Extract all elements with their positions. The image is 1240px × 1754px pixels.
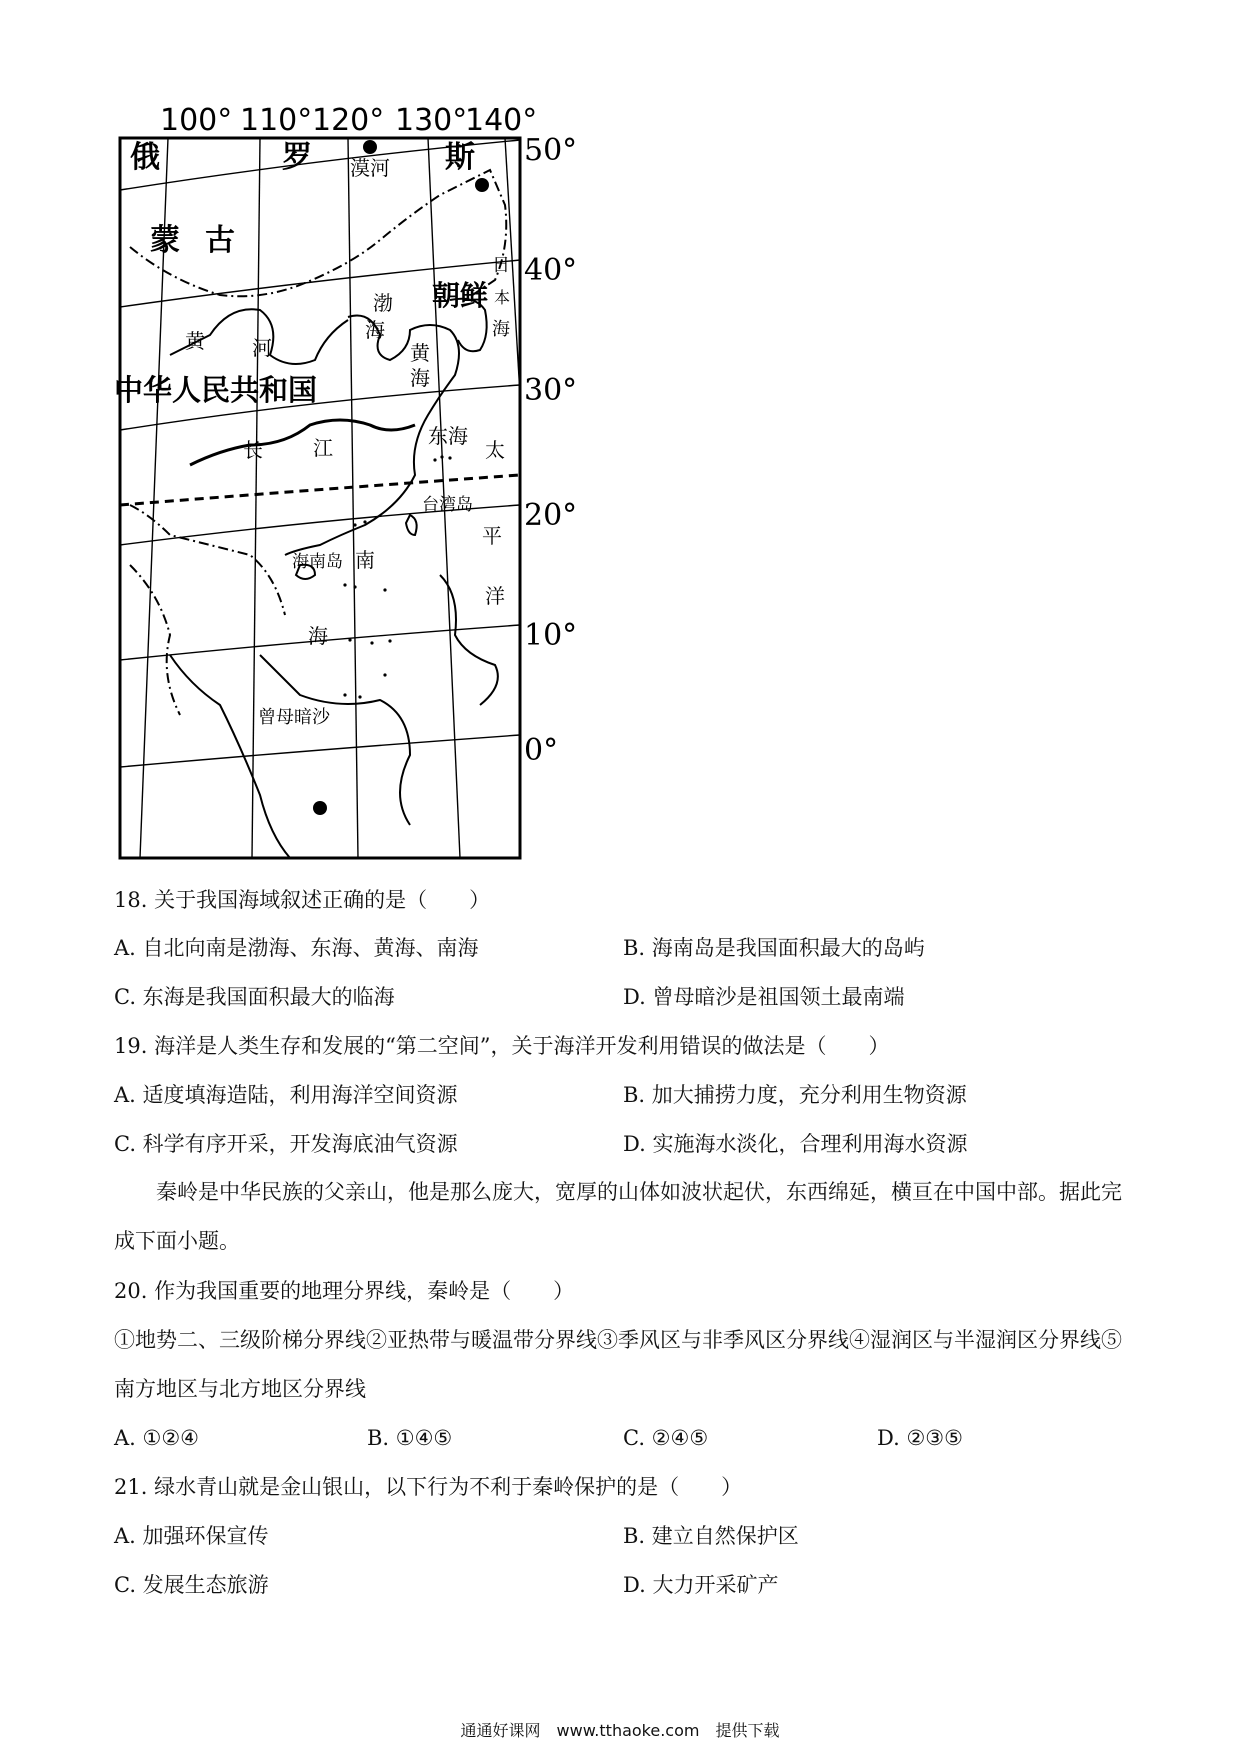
label-donghai: 东海	[428, 424, 468, 448]
question-20-option-c[interactable]: C. ②④⑤	[623, 1426, 709, 1450]
lon-label: 100°	[160, 103, 233, 138]
country-label-mongolia-1: 蒙	[150, 223, 180, 258]
meridian-line	[252, 138, 260, 858]
country-label-russia-1: 俄	[130, 140, 160, 175]
question-19-option-c[interactable]: C. 科学有序开采，开发海底油气资源	[114, 1132, 458, 1156]
label-huanghai-1: 黄	[410, 341, 430, 365]
lat-label: 0°	[524, 733, 559, 768]
question-18-option-a[interactable]: A. 自北向南是渤海、东海、黄海、南海	[114, 936, 479, 960]
question-21-stem: 21. 绿水青山就是金山银山，以下行为不利于秦岭保护的是（ ）	[114, 1475, 743, 1499]
lon-label: 120°	[312, 103, 385, 138]
question-18-option-d[interactable]: D. 曾母暗沙是祖国领土最南端	[623, 985, 905, 1009]
map-figure	[110, 95, 670, 875]
question-21-option-c[interactable]: C. 发展生态旅游	[114, 1573, 269, 1597]
lat-label: 20°	[524, 498, 578, 533]
page-footer[interactable]: 通通好课网 www.tthaoke.com 提供下载	[460, 1721, 780, 1740]
question-19-stem: 19. 海洋是人类生存和发展的“第二空间”，关于海洋开发利用错误的做法是（ ）	[114, 1034, 890, 1058]
lat-label: 50°	[524, 133, 578, 168]
river-changjiang	[190, 420, 415, 465]
label-changjiang-2: 江	[313, 436, 333, 460]
label-hainan: 海南岛	[292, 552, 343, 572]
label-japansea-3: 海	[492, 319, 510, 340]
question-19-option-a[interactable]: A. 适度填海造陆，利用海洋空间资源	[114, 1083, 458, 1107]
label-mohe: 漠河	[350, 156, 390, 180]
question-18-option-c[interactable]: C. 东海是我国面积最大的临海	[114, 985, 395, 1009]
label-pacific-3: 洋	[485, 584, 505, 608]
label-bohai-2: 海	[365, 318, 385, 342]
coastline-taiwan	[406, 515, 417, 535]
zengmu-point	[313, 801, 327, 815]
lat-label: 40°	[524, 253, 578, 288]
label-nanhai-2: 海	[308, 624, 328, 648]
border-line	[130, 565, 180, 715]
country-label-mongolia-2: 古	[205, 223, 235, 258]
parallel-line	[120, 735, 520, 767]
mohe-point	[363, 140, 377, 154]
label-huanghe-1: 黄	[185, 329, 205, 353]
question-21-option-b[interactable]: B. 建立自然保护区	[623, 1524, 799, 1548]
country-label-china: 中华人民共和国	[114, 373, 318, 407]
question-21-option-d[interactable]: D. 大力开采矿产	[623, 1573, 779, 1597]
label-pacific-1: 太	[485, 438, 505, 462]
label-japansea-2: 本	[494, 288, 511, 307]
lon-label: 140°	[465, 103, 538, 138]
label-pacific-2: 平	[482, 524, 502, 548]
question-21-option-a[interactable]: A. 加强环保宣传	[114, 1524, 269, 1548]
city-point	[475, 178, 489, 192]
country-label-russia-3: 斯	[445, 140, 475, 175]
label-changjiang-1: 长	[243, 438, 263, 462]
coastline-malaya	[170, 655, 290, 858]
label-huanghai-2: 海	[410, 366, 430, 390]
meridian-line	[348, 138, 358, 858]
lat-label: 10°	[524, 618, 578, 653]
passage: 秦岭是中华民族的父亲山，他是那么庞大，宽厚的山体如波状起伏，东西绵延，横亘在中国中部。据此完成下面小题。	[114, 1180, 1122, 1253]
country-label-russia-2: 罗	[282, 140, 312, 175]
label-japansea-1: 日	[492, 255, 510, 276]
question-20-detail: ①地势二、三级阶梯分界线②亚热带与暖温带分界线③季风区与非季风区分界线④湿润区与半湿润区分界线⑤南方地区与北方地区分界线	[114, 1328, 1122, 1401]
label-bohai-1: 渤	[373, 291, 393, 315]
question-19-option-d[interactable]: D. 实施海水淡化，合理利用海水资源	[623, 1132, 968, 1156]
label-taiwan: 台湾岛	[422, 495, 473, 515]
question-20-option-d[interactable]: D. ②③⑤	[877, 1426, 963, 1450]
question-20-option-a[interactable]: A. ①②④	[114, 1426, 199, 1450]
question-20-option-b[interactable]: B. ①④⑤	[367, 1426, 453, 1450]
lon-label: 130°	[395, 103, 468, 138]
label-huanghe-2: 河	[252, 336, 272, 360]
question-20-stem: 20. 作为我国重要的地理分界线，秦岭是（ ）	[114, 1279, 575, 1303]
lat-label: 30°	[524, 373, 578, 408]
country-label-korea: 朝鲜	[432, 279, 489, 312]
lon-label: 110°	[240, 103, 313, 138]
question-18-option-b[interactable]: B. 海南岛是我国面积最大的岛屿	[623, 936, 925, 960]
question-19-option-b[interactable]: B. 加大捕捞力度，充分利用生物资源	[623, 1083, 967, 1107]
coastline-borneo	[260, 655, 410, 825]
label-zengmu: 曾母暗沙	[258, 707, 330, 728]
question-18-stem: 18. 关于我国海域叙述正确的是（ ）	[114, 888, 491, 912]
label-nanhai-1: 南	[355, 548, 375, 572]
